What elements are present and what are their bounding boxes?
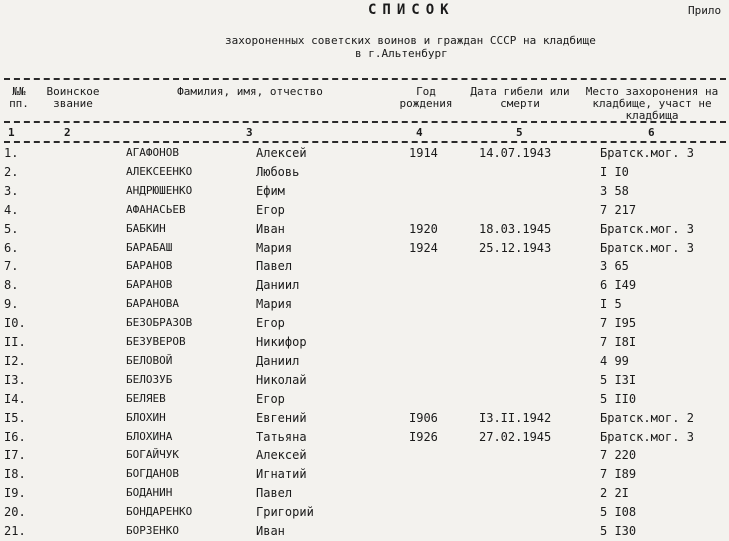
row-number: I6. <box>4 429 26 444</box>
row-surname: БОГДАНОВ <box>126 467 179 481</box>
row-burial-place: Братск.мог. 3 <box>600 146 694 160</box>
row-surname: БАБКИН <box>126 221 166 235</box>
row-surname: БЕЛОВОЙ <box>126 353 173 367</box>
row-first-name: Мария <box>256 240 293 255</box>
row-surname: БАРАНОВА <box>126 297 179 311</box>
row-first-name: Игнатий <box>256 467 307 482</box>
row-surname: АФАНАСЬЕВ <box>126 202 186 216</box>
row-burial-place: 7 217 <box>600 202 637 217</box>
row-first-name: Любовь <box>256 164 300 179</box>
row-number: I8. <box>4 467 26 482</box>
row-first-name: Ефим <box>256 183 285 198</box>
column-index-6: 6 <box>648 126 655 139</box>
row-birth-year: 1924 <box>409 240 438 255</box>
row-surname: БЕЗОБРАЗОВ <box>126 316 193 330</box>
row-burial-place: 5 I30 <box>600 524 637 538</box>
header-top-rule <box>4 78 726 80</box>
row-surname: БАРАБАШ <box>126 240 173 254</box>
row-surname: БОДАНИН <box>126 486 173 500</box>
row-burial-place: 7 I95 <box>600 316 637 331</box>
row-first-name: Татьяна <box>256 429 307 444</box>
row-first-name: Никифор <box>256 335 307 349</box>
row-death-date: I3.II.1942 <box>479 410 552 425</box>
row-burial-place: Братск.мог. 2 <box>600 410 694 425</box>
row-number: 7. <box>4 259 19 274</box>
row-number: I9. <box>4 486 26 501</box>
row-burial-place: 7 I89 <box>600 467 637 482</box>
row-first-name: Евгений <box>256 410 307 425</box>
row-surname: БЛОХИНА <box>126 429 173 443</box>
row-burial-place: 7 I8I <box>600 335 637 349</box>
row-death-date: 27.02.1945 <box>479 429 552 444</box>
row-birth-year: I926 <box>409 429 438 444</box>
row-surname: БОНДАРЕНКО <box>126 505 193 519</box>
row-surname: БОГАЙЧУК <box>126 448 179 462</box>
row-birth-year: I906 <box>409 410 438 425</box>
subtitle-line-1: захороненных советских воинов и граждан СССР на кладбище <box>225 34 596 47</box>
column-index-2: 2 <box>64 126 71 139</box>
row-surname: БОРЗЕНКО <box>126 524 179 537</box>
row-number: 9. <box>4 297 19 312</box>
row-burial-place: 3 58 <box>600 183 629 198</box>
row-surname: БЕЛЯЕВ <box>126 391 166 405</box>
row-number: I3. <box>4 372 26 387</box>
row-burial-place: Братск.мог. 3 <box>600 429 694 444</box>
column-index-4: 4 <box>416 126 423 139</box>
row-surname: БЕЛОЗУБ <box>126 372 173 386</box>
column-index-1: 1 <box>8 126 15 139</box>
row-number: 20. <box>4 505 26 520</box>
row-burial-place: 2 2I <box>600 486 629 501</box>
row-number: 2. <box>4 164 19 179</box>
document-title: СПИСОК <box>368 2 455 18</box>
row-birth-year: 1920 <box>409 221 438 236</box>
row-number: 3. <box>4 183 19 198</box>
row-first-name: Егор <box>256 202 285 217</box>
row-surname: АГАФОНОВ <box>126 146 179 159</box>
row-first-name: Николай <box>256 372 307 387</box>
row-first-name: Алексей <box>256 448 307 463</box>
row-burial-place: 7 220 <box>600 448 637 463</box>
row-number: 6. <box>4 240 19 255</box>
row-first-name: Григорий <box>256 505 314 520</box>
row-first-name: Иван <box>256 524 285 538</box>
column-header-name: Фамилия, имя, отчество <box>177 85 323 98</box>
row-burial-place: Братск.мог. 3 <box>600 221 694 236</box>
row-death-date: 18.03.1945 <box>479 221 552 236</box>
column-header-burial-place: Место захоронения на кладбище, участ не кладбища <box>585 85 719 122</box>
column-header-number: №№ пп. <box>9 85 29 110</box>
row-number: 21. <box>4 524 26 538</box>
row-burial-place: 6 I49 <box>600 278 637 293</box>
row-first-name: Алексей <box>256 146 307 160</box>
row-surname: АНДРЮШЕНКО <box>126 183 193 197</box>
subtitle-line-2: в г.Альтенбург <box>355 47 448 60</box>
column-header-rank: Воинское звание <box>46 85 100 110</box>
row-number: II. <box>4 335 26 349</box>
corner-label: Прило <box>688 4 722 17</box>
row-surname: БЕЗУВЕРОВ <box>126 335 186 348</box>
row-burial-place: I 5 <box>600 297 622 312</box>
row-death-date: 25.12.1943 <box>479 240 552 255</box>
row-surname: БАРАНОВ <box>126 259 173 273</box>
column-index-5: 5 <box>516 126 523 139</box>
row-first-name: Даниил <box>256 353 300 368</box>
row-death-date: 14.07.1943 <box>479 146 552 160</box>
row-surname: БЛОХИН <box>126 410 166 424</box>
row-first-name: Даниил <box>256 278 300 293</box>
row-number: 5. <box>4 221 19 236</box>
row-first-name: Егор <box>256 391 285 406</box>
row-first-name: Павел <box>256 486 293 501</box>
row-burial-place: I I0 <box>600 164 629 179</box>
header-mid-rule <box>4 121 726 123</box>
row-burial-place: 5 II0 <box>600 391 637 406</box>
row-birth-year: 1914 <box>409 146 438 160</box>
row-number: 1. <box>4 146 19 160</box>
column-header-birth-year: Год рождения <box>399 85 453 110</box>
column-index-3: 3 <box>246 126 253 139</box>
row-number: I4. <box>4 391 26 406</box>
row-surname: БАРАНОВ <box>126 278 173 292</box>
row-number: I0. <box>4 316 26 331</box>
column-header-death-date: Дата гибели или смерти <box>470 85 570 110</box>
row-number: I2. <box>4 353 26 368</box>
row-burial-place: Братск.мог. 3 <box>600 240 694 255</box>
row-first-name: Егор <box>256 316 285 331</box>
row-first-name: Иван <box>256 221 285 236</box>
row-burial-place: 3 65 <box>600 259 629 274</box>
row-burial-place: 4 99 <box>600 353 629 368</box>
row-burial-place: 5 I3I <box>600 372 637 387</box>
row-number: 4. <box>4 202 19 217</box>
row-number: I5. <box>4 410 26 425</box>
row-burial-place: 5 I08 <box>600 505 637 520</box>
header-bottom-rule <box>4 141 726 143</box>
row-number: 8. <box>4 278 19 293</box>
row-first-name: Мария <box>256 297 293 312</box>
row-first-name: Павел <box>256 259 293 274</box>
row-surname: АЛЕКСЕЕНКО <box>126 164 193 178</box>
row-number: I7. <box>4 448 26 463</box>
